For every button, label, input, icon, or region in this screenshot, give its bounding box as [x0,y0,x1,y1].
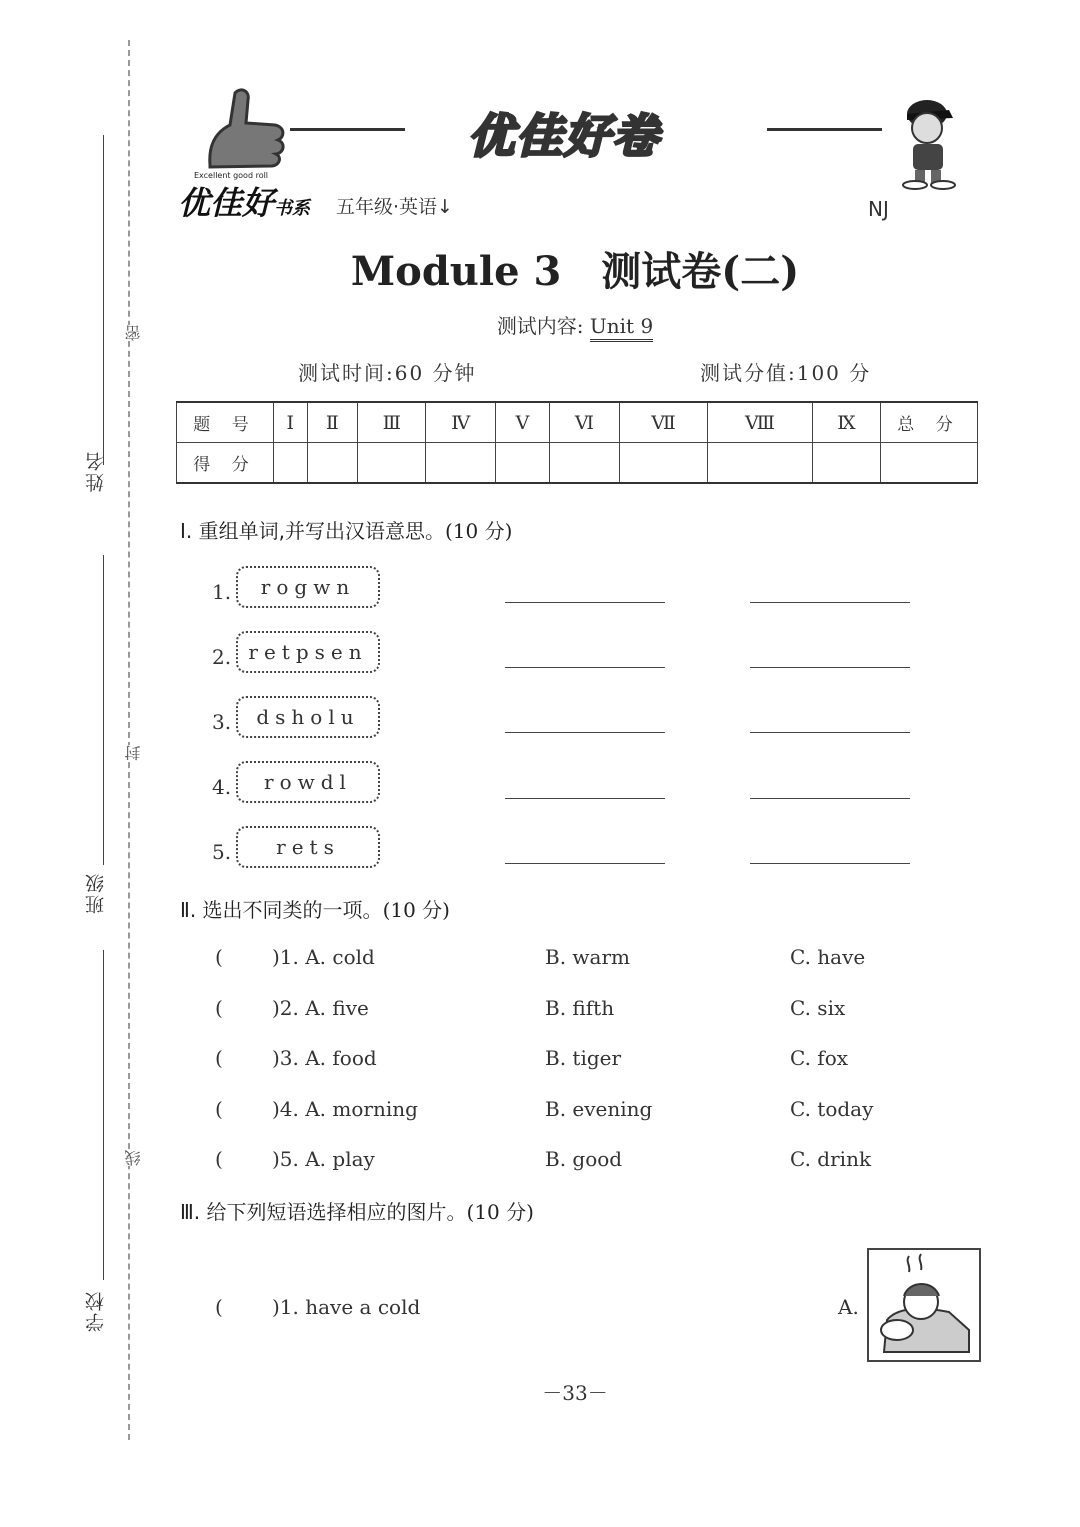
choice-question: )1. A. cold [272,945,375,969]
choice-question: )4. A. morning [272,1097,418,1121]
score-cell[interactable] [426,443,496,484]
name-blank-line [103,135,104,465]
logo-suffix-text: 书系 [274,198,311,219]
section-3-points: (10 分) [466,1200,534,1224]
answer-paren[interactable]: ( [215,996,223,1020]
score-table-header-row [177,402,978,443]
choice-option-b: B. warm [545,945,630,969]
logo-tagline: Excellent good roll [194,171,269,180]
answer-meaning-blank[interactable] [750,862,910,864]
score-cell[interactable] [358,443,426,484]
scrambled-word-box: retpsen [236,631,380,673]
picture-option-label: A. [838,1295,859,1319]
answer-meaning-blank[interactable] [750,731,910,733]
score-col-7: Ⅶ [620,402,708,443]
answer-paren[interactable]: ( [215,1097,223,1121]
seal-char-xian: 线 [124,1150,143,1166]
school-label: 学校 [85,1290,107,1332]
test-content-unit: Unit 9 [590,314,653,342]
score-cell[interactable] [307,443,358,484]
score-col-8: Ⅷ [707,402,812,443]
score-table-score-row [177,443,978,484]
class-label: 班级 [85,872,107,914]
answer-meaning-blank[interactable] [750,601,910,603]
score-col-1: Ⅰ [274,402,308,443]
choice-option-c: C. six [790,996,846,1020]
score-cell[interactable] [549,443,620,484]
choice-option-c: C. fox [790,1046,849,1070]
section-2-title: Ⅱ. 选出不同类的一项。 [180,898,383,922]
answer-meaning-blank[interactable] [750,666,910,668]
header-rule-left [290,128,405,131]
test-time: 测试时间:60 分钟 [298,361,477,385]
choice-option-c: C. have [790,945,866,969]
grade-subject: 五年级·英语↓ [336,196,453,218]
score-cell[interactable] [707,443,812,484]
choice-question: )5. A. play [272,1147,375,1171]
logo-main-text: 优佳好 [178,184,275,222]
section-1-points: (10 分) [444,519,513,543]
answer-meaning-blank[interactable] [750,797,910,799]
score-cell[interactable] [620,443,708,484]
test-content [0,310,1080,339]
name-label: 姓名 [85,450,107,492]
item-number: 2. [212,645,232,669]
score-col-2: Ⅱ [307,402,358,443]
section-3-heading [180,1196,534,1225]
score-cell[interactable] [812,443,880,484]
header-rule-right [767,128,882,131]
item-number: 4. [212,775,232,799]
answer-paren[interactable]: ( [215,945,223,969]
score-cell[interactable] [274,443,308,484]
choice-option-b: B. tiger [545,1046,622,1070]
item-number: 3. [212,710,232,734]
scrambled-word-box: rowdl [236,761,380,803]
answer-word-blank[interactable] [505,797,665,799]
section-2-points: (10 分) [382,898,450,922]
scrambled-word-box: rets [236,826,380,868]
score-col-4: Ⅳ [426,402,496,443]
score-col-5: Ⅴ [496,402,549,443]
score-col-6: Ⅵ [549,402,620,443]
choice-option-c: C. drink [790,1147,872,1171]
test-content-label: 测试内容: [496,314,584,338]
scrambled-word-box: rogwn [236,566,380,608]
score-col-3: Ⅲ [358,402,426,443]
section-1-title: Ⅰ. 重组单词,并写出汉语意思。 [180,519,445,543]
answer-paren[interactable]: ( [215,1295,223,1319]
total-score-label: 总 分 [881,402,978,443]
choice-question: )3. A. food [272,1046,377,1070]
section-1-heading [180,515,512,544]
choice-option-b: B. good [545,1147,623,1171]
score-col-9: Ⅸ [812,402,880,443]
seal-char-feng: 封 [124,745,143,761]
page-number: －33－ [542,1381,608,1405]
school-blank-line [103,950,104,1280]
answer-word-blank[interactable] [505,862,665,864]
answer-word-blank[interactable] [505,666,665,668]
series-logo [178,178,310,224]
test-score-value: 测试分值:100 分 [700,361,872,385]
score-cell[interactable] [496,443,549,484]
answer-paren[interactable]: ( [215,1046,223,1070]
choice-option-b: B. evening [545,1097,653,1121]
answer-word-blank[interactable] [505,731,665,733]
picture-option-a [867,1248,981,1362]
total-score-cell[interactable] [881,443,978,484]
score-table [176,401,978,484]
series-title: 优佳好卷 [468,109,660,163]
item-number: 5. [212,840,232,864]
question-number-label: 题 号 [177,402,274,443]
phrase-question: )1. have a cold [272,1295,421,1319]
item-number: 1. [212,580,232,604]
thumbs-up-logo-icon [190,85,290,180]
scrambled-word-box: dsholu [236,696,380,738]
page-title: Module 3 测试卷(二) [350,248,800,295]
class-blank-line [103,555,104,865]
section-3-title: Ⅲ. 给下列短语选择相应的图片。 [180,1200,467,1224]
section-2-heading [180,894,450,923]
choice-option-b: B. fifth [545,996,615,1020]
answer-paren[interactable]: ( [215,1147,223,1171]
edition-label: NJ [868,197,889,221]
cartoon-boy-icon [893,92,965,190]
seal-char-mi: 密 [124,325,143,341]
answer-word-blank[interactable] [505,601,665,603]
score-label: 得 分 [177,443,274,484]
choice-option-c: C. today [790,1097,874,1121]
choice-question: )2. A. five [272,996,369,1020]
sick-child-in-bed-icon [869,1250,979,1360]
